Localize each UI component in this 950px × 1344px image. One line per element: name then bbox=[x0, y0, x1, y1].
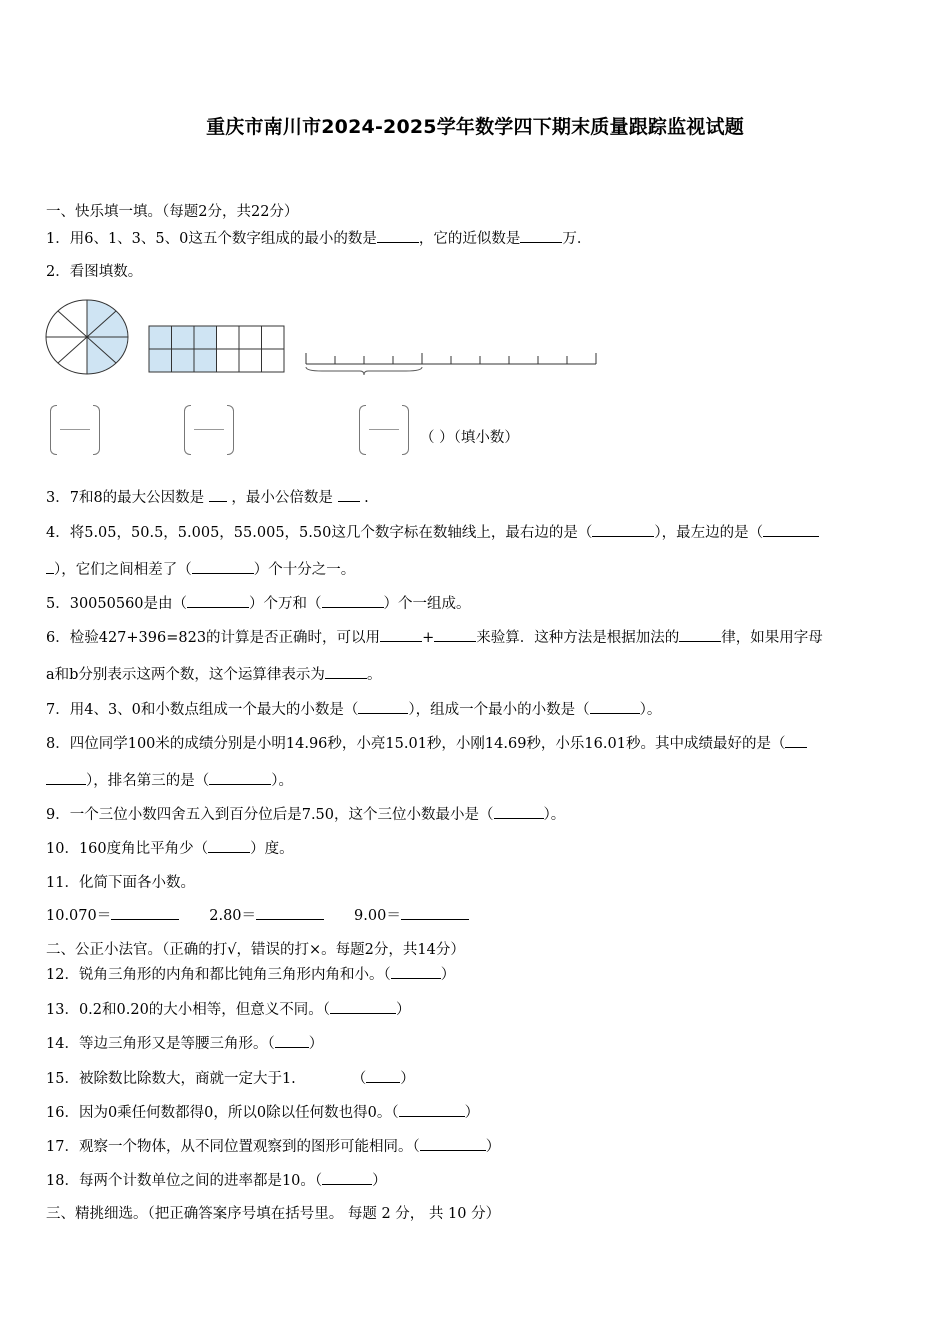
fraction-answer-box bbox=[50, 405, 100, 453]
answer-blank bbox=[275, 1033, 309, 1048]
question-10: 10．160度角比平角少（ ）度。 bbox=[46, 838, 294, 859]
answer-blank bbox=[46, 559, 54, 574]
answer-blank bbox=[592, 522, 654, 537]
answer-blank bbox=[192, 559, 254, 574]
number-line-brace bbox=[306, 367, 422, 375]
question-8-cont: ），排名第三的是（ ）。 bbox=[46, 770, 293, 791]
section-1-heading: 一、快乐填一填。（每题2分，共22分） bbox=[46, 204, 299, 220]
answer-blank bbox=[590, 699, 640, 714]
question-7: 7．用4、3、0和小数点组成一个最大的小数是（ ），组成一个最小的小数是（ ）。 bbox=[46, 699, 661, 720]
question-13: 13．0.2和0.20的大小相等，但意义不同。（ ） bbox=[46, 999, 411, 1020]
answer-blank bbox=[111, 905, 179, 920]
answer-blank bbox=[520, 228, 562, 243]
number-line-figure bbox=[302, 348, 602, 378]
fraction-answer-box bbox=[359, 405, 409, 453]
question-11: 11．化简下面各小数。 bbox=[46, 875, 195, 891]
answer-blank bbox=[209, 487, 227, 502]
question-16: 16．因为0乘任何数都得0，所以0除以任何数也得0。（ ） bbox=[46, 1102, 479, 1123]
answer-blank bbox=[401, 905, 469, 920]
circle-fraction-figure bbox=[44, 298, 130, 376]
answer-blank bbox=[785, 733, 807, 748]
question-6-cont: a和b分别表示这两个数，这个运算律表示为 。 bbox=[46, 664, 381, 685]
question-4: 4．将5.05，50.5，5.005，55.005，5.50这几个数字标在数轴线上，最右边的是（ ），最左边的是（ bbox=[46, 522, 819, 543]
question-1: 1．用6、1、3、5、0这五个数字组成的最小的数是 ，它的近似数是 万． bbox=[46, 228, 591, 249]
question-18: 18．每两个计数单位之间的进率都是10。（ ） bbox=[46, 1170, 387, 1191]
answer-blank bbox=[366, 1068, 400, 1083]
section-3-heading: 三、精挑细选。（把正确答案序号填在括号里。 每题 2 分， 共 10 分） bbox=[46, 1206, 501, 1222]
answer-blank bbox=[338, 487, 360, 502]
question-15: 15．被除数比除数大，商就一定大于1. （ ） bbox=[46, 1068, 415, 1089]
question-8: 8．四位同学100米的成绩分别是小明14.96秒，小亮15.01秒，小刚14.69秒，小乐16.01秒。其中成绩最好的是（ bbox=[46, 733, 807, 754]
decimal-answer-label: （ ）（填小数） bbox=[420, 430, 519, 446]
question-2: 2．看图填数。 bbox=[46, 264, 143, 280]
answer-blank bbox=[256, 905, 324, 920]
question-5: 5．30050560是由（ ）个万和（ ）个一组成。 bbox=[46, 593, 471, 614]
answer-blank bbox=[679, 627, 721, 642]
fraction-answer-box bbox=[184, 405, 234, 453]
question-12: 12．锐角三角形的内角和都比钝角三角形内角和小。（ ） bbox=[46, 964, 455, 985]
question-9: 9．一个三位小数四舍五入到百分位后是7.50，这个三位小数最小是（ ）。 bbox=[46, 804, 565, 825]
question-3: 3．7和8的最大公因数是 ，最小公倍数是 . bbox=[46, 487, 369, 508]
answer-blank bbox=[325, 664, 367, 679]
answer-blank bbox=[209, 770, 271, 785]
answer-blank bbox=[380, 627, 422, 642]
answer-blank bbox=[322, 593, 384, 608]
page-title: 重庆市南川市2024-2025学年数学四下期末质量跟踪监视试题 bbox=[206, 116, 744, 138]
question-14: 14．等边三角形又是等腰三角形。（ ） bbox=[46, 1033, 323, 1054]
answer-blank bbox=[399, 1102, 465, 1117]
answer-blank bbox=[46, 770, 86, 785]
answer-blank bbox=[330, 999, 396, 1014]
answer-blank bbox=[434, 627, 476, 642]
answer-blank bbox=[494, 804, 544, 819]
question-11-items: 10.070＝ 2.80＝ 9.00＝ bbox=[46, 905, 469, 926]
answer-blank bbox=[208, 838, 250, 853]
answer-blank bbox=[322, 1170, 372, 1185]
answer-blank bbox=[187, 593, 249, 608]
answer-blank bbox=[763, 522, 819, 537]
answer-blank bbox=[358, 699, 408, 714]
grid-fraction-figure bbox=[148, 325, 286, 375]
answer-blank bbox=[377, 228, 419, 243]
answer-blank bbox=[420, 1136, 486, 1151]
answer-blank bbox=[391, 964, 441, 979]
question-6: 6．检验427+396=823的计算是否正确时，可以用 + 来验算．这种方法是根据加法的 律，如果用字母 bbox=[46, 627, 823, 648]
question-17: 17．观察一个物体，从不同位置观察到的图形可能相同。（ ） bbox=[46, 1136, 500, 1157]
question-4-cont: ），它们之间相差了（ ）个十分之一。 bbox=[46, 559, 355, 580]
section-2-heading: 二、公正小法官。（正确的打√，错误的打×。每题2分，共14分） bbox=[46, 942, 465, 958]
